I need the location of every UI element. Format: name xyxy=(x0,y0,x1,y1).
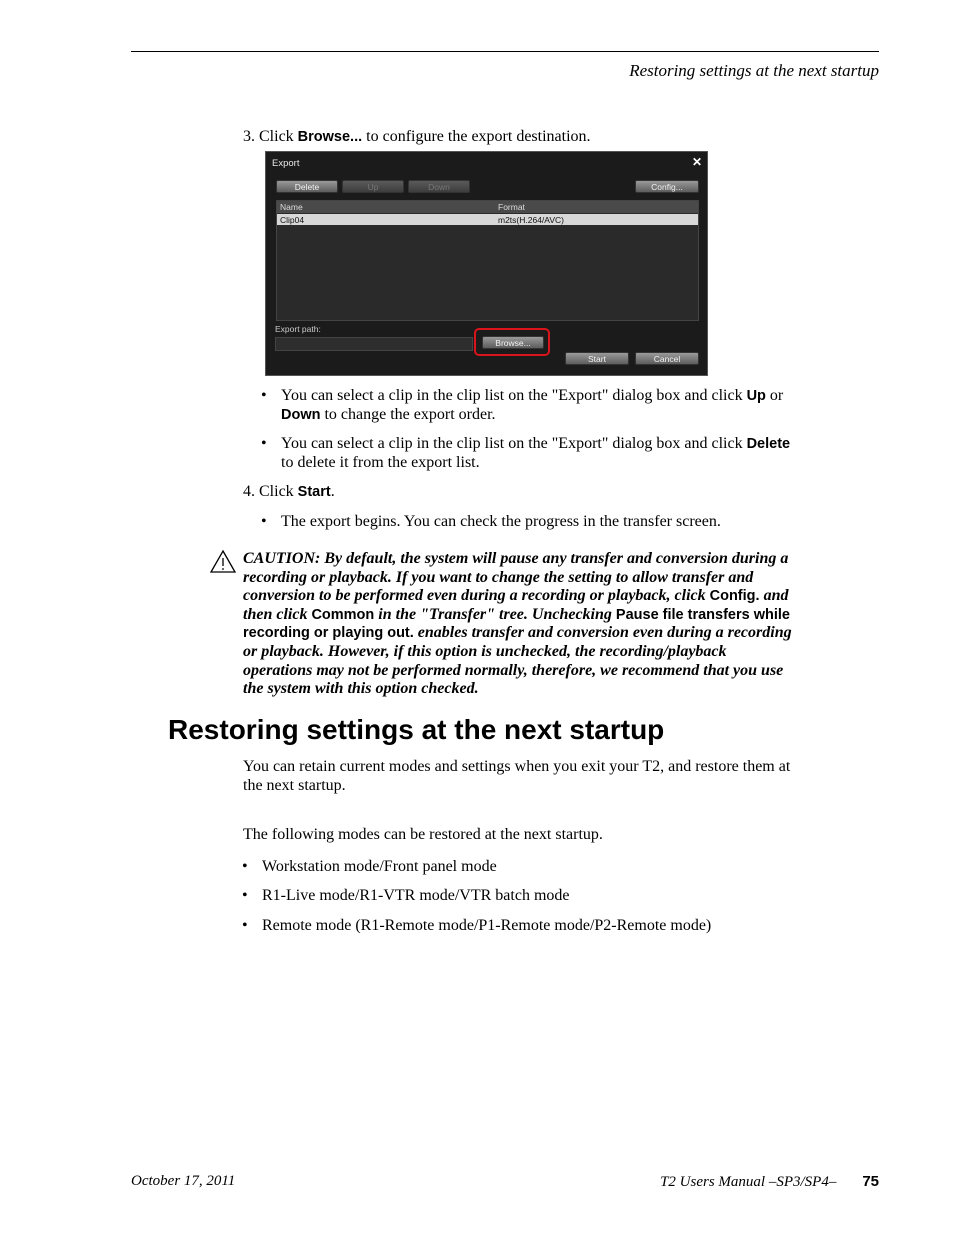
start-button[interactable]: Start xyxy=(565,352,629,365)
page-number: 75 xyxy=(862,1173,879,1190)
column-format[interactable]: Format xyxy=(498,202,525,212)
down-button[interactable]: Down xyxy=(408,180,470,193)
cancel-button[interactable]: Cancel xyxy=(635,352,699,365)
list-item: • Workstation mode/Front panel mode xyxy=(242,858,497,875)
paragraph-line: You can retain current modes and settings when you exit your T2, and restore them at xyxy=(243,758,791,775)
row-name: Clip04 xyxy=(280,215,305,225)
list-item-cont: to delete it from the export list. xyxy=(281,454,480,471)
paragraph-line: the next startup. xyxy=(243,777,346,794)
list-item: • You can select a clip in the clip list on the "Export" dialog box and click Delete xyxy=(261,435,791,452)
paragraph: The following modes can be restored at the next startup. xyxy=(243,826,603,843)
close-icon[interactable]: ✕ xyxy=(691,155,702,169)
list-item: • You can select a clip in the clip list on the "Export" dialog box and click Up or xyxy=(261,387,784,404)
list-item: • The export begins. You can check the progress in the transfer screen. xyxy=(261,513,721,530)
caution-note: CAUTION: By default, the system will pause any transfer and conversion during a recording or playback. If you want to change the setting to allow transfer and conversion to be performed even during a recording or playback, click Config. and then click Common in the "Transfer" tree. Unchecking Pause file transfers while recording or playing out. enables transfer and conversion even during a recording or playback. However, if this option is unchecked, the recording/playback operations may not be performed normally, therefore, we recommend that you use the system with this option checked. xyxy=(243,550,792,698)
row-format: m2ts(H.264/AVC) xyxy=(498,215,564,225)
up-button[interactable]: Up xyxy=(342,180,404,193)
table-row[interactable] xyxy=(277,214,698,225)
dialog-title: Export xyxy=(272,158,300,169)
browse-label: Browse... xyxy=(297,129,363,145)
step-3: 3. Click Browse... to configure the export destination. xyxy=(243,128,591,145)
running-header: Restoring settings at the next startup xyxy=(629,61,879,80)
delete-button[interactable]: Delete xyxy=(276,180,338,193)
clip-list-header xyxy=(277,201,698,213)
export-path-field[interactable] xyxy=(275,337,473,351)
header-rule xyxy=(131,51,879,52)
warning-icon xyxy=(209,549,237,574)
config-button[interactable]: Config... xyxy=(635,180,699,193)
step-4: 4. Click Start. xyxy=(243,483,335,500)
column-name[interactable]: Name xyxy=(280,202,303,212)
list-item-cont: Down to change the export order. xyxy=(281,406,496,423)
export-dialog xyxy=(265,151,708,376)
list-item: • R1-Live mode/R1-VTR mode/VTR batch mode xyxy=(242,887,570,904)
clip-list[interactable] xyxy=(276,200,699,321)
export-path-label: Export path: xyxy=(275,324,321,334)
footer-date: October 17, 2011 xyxy=(131,1173,236,1189)
section-heading: Restoring settings at the next startup xyxy=(168,714,665,745)
list-item: • Remote mode (R1-Remote mode/P1-Remote mode/P2-Remote mode) xyxy=(242,917,712,934)
browse-button[interactable]: Browse... xyxy=(482,336,544,349)
footer-manual: T2 Users Manual –SP3/SP4– 75 xyxy=(660,1173,879,1190)
